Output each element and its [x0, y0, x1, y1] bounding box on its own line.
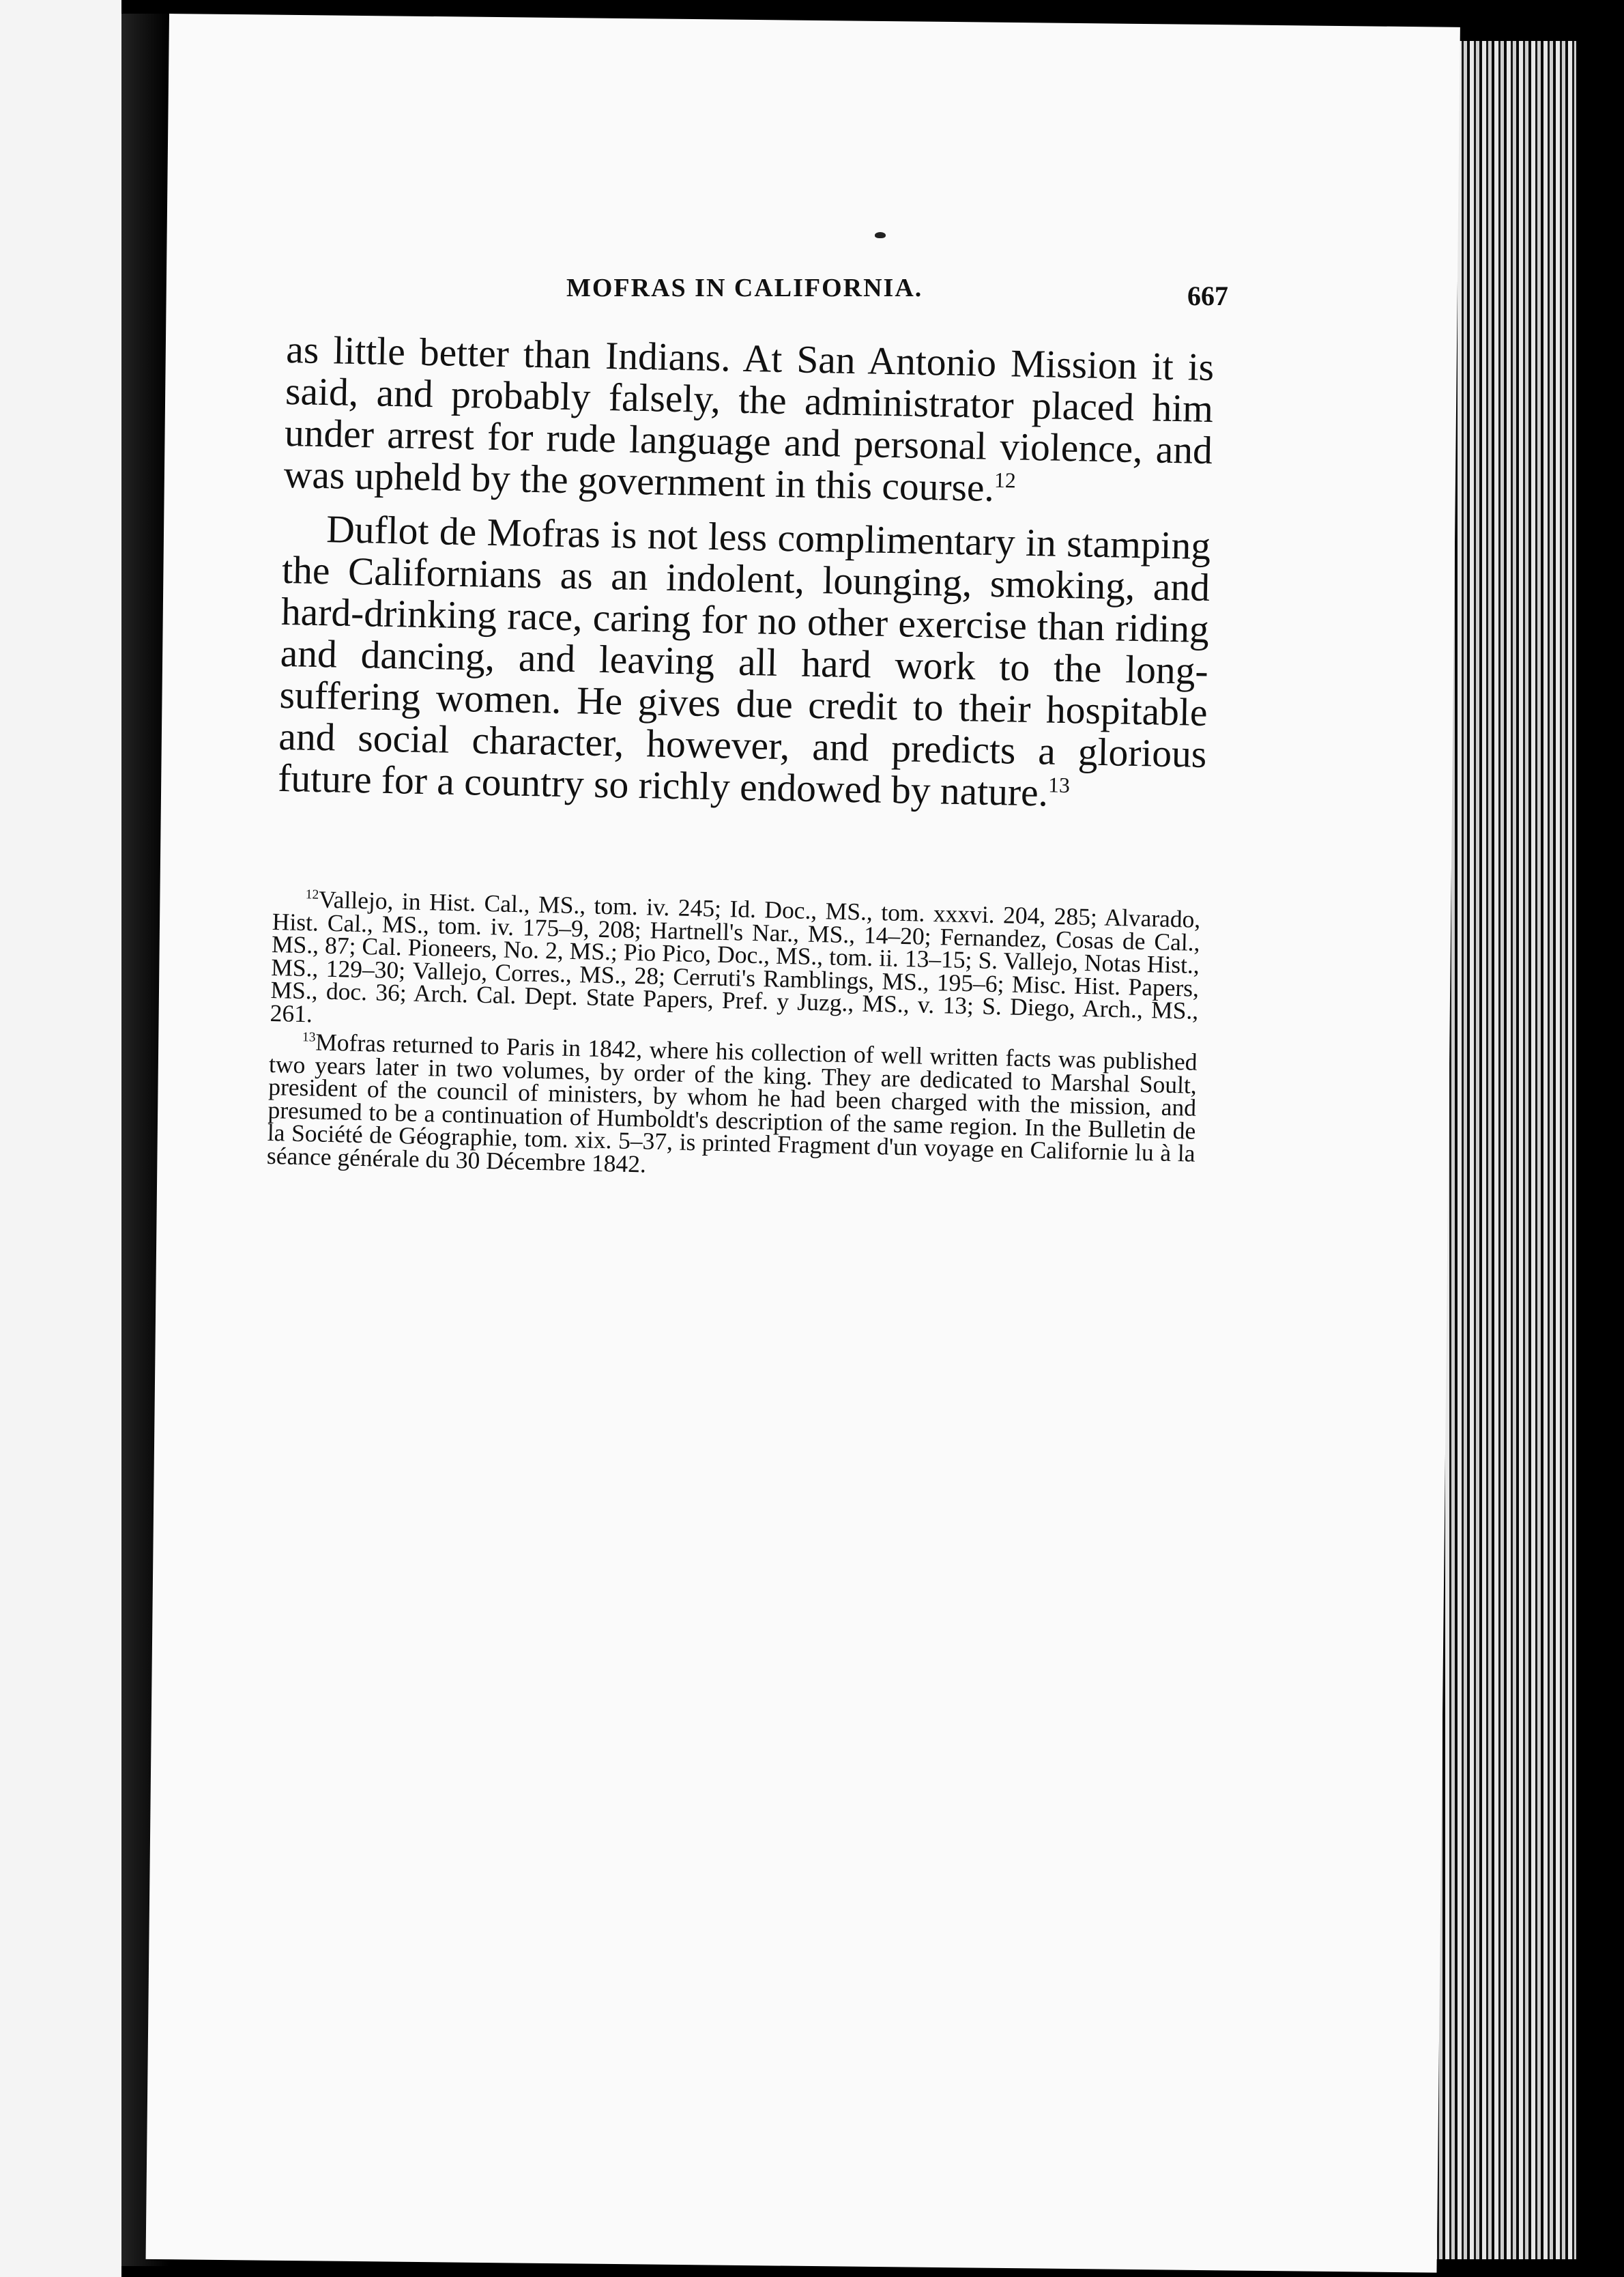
- footnote: [270, 887, 1200, 1046]
- footnote-ref: 12: [994, 468, 1017, 493]
- footnote-text: Vallejo, in Hist. Cal., MS., tom. iv. 245; Id. Doc., MS., tom. xxxvi. 204, 285; Alvarado, Hist. Cal., MS., tom. iv. 175–9, 208; Hartnell's Nar., MS., 14–20; Fernandez, Cosas de Cal., MS., 87; Cal. Pioneers, No. 2, MS.; Pio Pico, Doc., MS., tom. ii. 13–15; S. Vallejo, Notas Hist., MS., 129–30; Vallejo, Corres., MS., 28; Cerruti's Ramblings, MS., 195–6; Misc. Hist. Papers, MS., doc. 36; Arch. Cal. Dept. State Papers, Pref. y Juzg., MS., v. 13; S. Diego, Arch., MS., 261.: [270, 885, 1201, 1027]
- paragraph: [283, 329, 1214, 513]
- paragraph-text: as little better than Indians. At San Antonio Mission it is said, and probably falsely, the administrator placed him under arrest for rude language and personal violence, and was upheld by the government in this course.: [283, 328, 1215, 510]
- page-number: 667: [1187, 281, 1228, 311]
- paragraph-text: Duflot de Mofras is not less complimentary in stamping the Californians as an indolent, lounging, smoking, and hard-drinking race, caring for no other exercise than riding and dancing, and leaving all hard work to the long-suffering women. He gives due credit to their hospitable and social character, however, and predicts a glorious future for a country so richly endowed by nature.: [277, 508, 1211, 815]
- footnote-number: 12: [305, 887, 319, 902]
- footnotes: [267, 887, 1201, 1194]
- facing-page-edge: [0, 0, 121, 2277]
- body-text: [277, 329, 1214, 829]
- footnote: [267, 1030, 1198, 1188]
- running-head: [246, 273, 1228, 311]
- paragraph: [278, 508, 1211, 817]
- background-edge: [1576, 0, 1624, 2277]
- footnote-number: 13: [302, 1030, 316, 1045]
- running-title: MOFRAS IN CALIFORNIA.: [566, 274, 923, 302]
- footnote-text: Mofras returned to Paris in 1842, where his collection of well written facts was published two years later in two volumes, by order of the king. They are dedicated to Marshal Soult, president of the council of ministers, by whom he had been charged with the mission, and presumed to be a continuation of Humboldt's description of the same region. In the Bulletin de la Société de Géographie, tom. xix. 5–37, is printed Fragment d'un voyage en Californie lu à la séance générale du 30 Décembre 1842.: [266, 1028, 1198, 1178]
- ink-mark: [875, 232, 886, 238]
- footnote-ref: 13: [1047, 773, 1071, 797]
